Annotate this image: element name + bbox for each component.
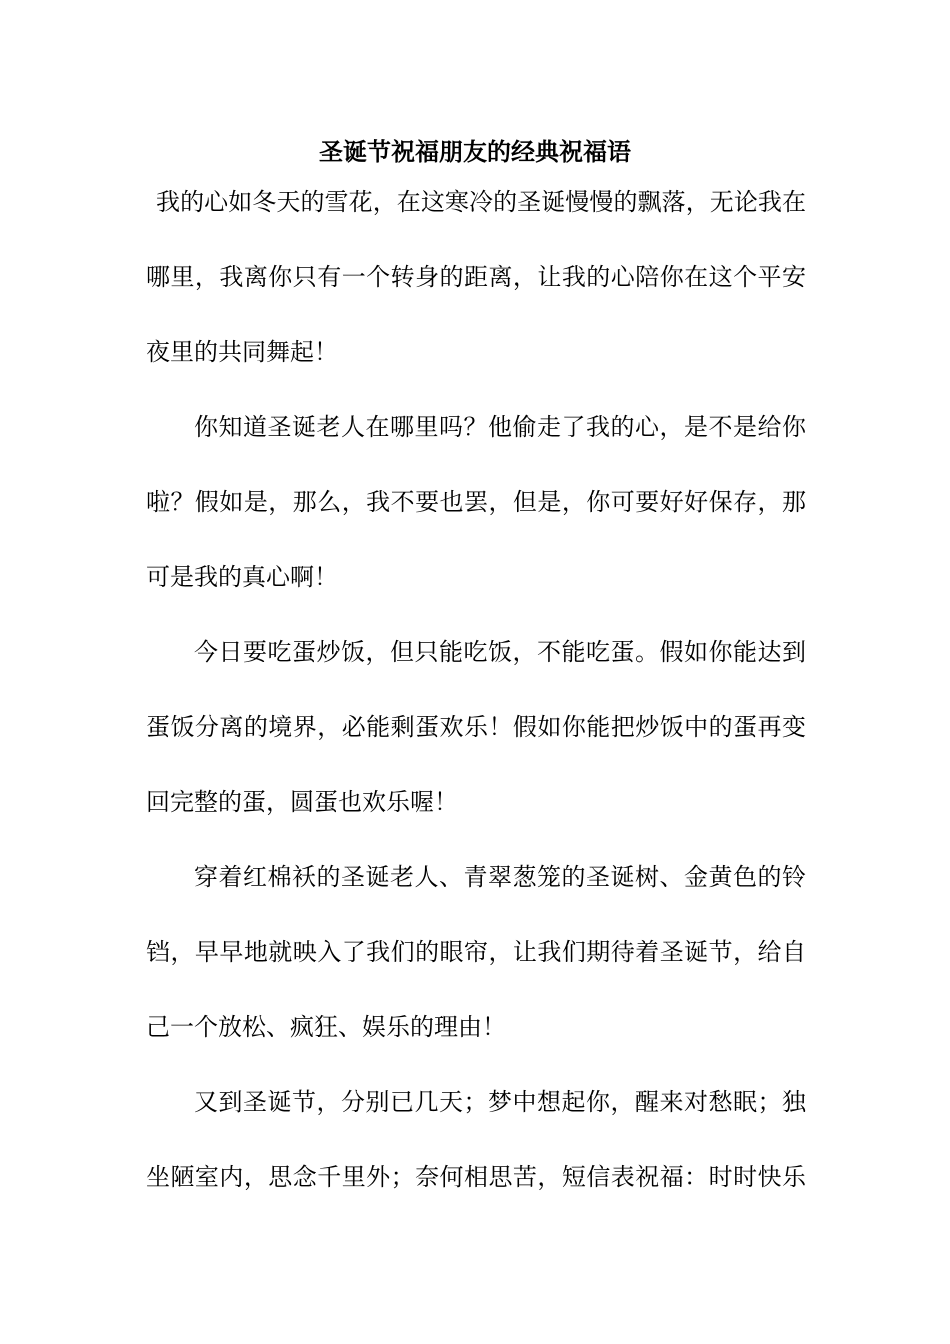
paragraph-1-line-3: 夜里的共同舞起！ bbox=[146, 338, 338, 366]
paragraph-1-line-2: 哪里，我离你只有一个转身的距离，让我的心陪你在这个平安 bbox=[146, 263, 806, 291]
paragraph-3-line-1: 今日要吃蛋炒饭，但只能吃饭，不能吃蛋。假如你能达到 bbox=[194, 638, 806, 666]
paragraph-4-line-1: 穿着红棉袄的圣诞老人、青翠葱笼的圣诞树、金黄色的铃 bbox=[194, 863, 806, 891]
paragraph-3-line-3: 回完整的蛋，圆蛋也欢乐喔！ bbox=[146, 788, 458, 816]
paragraph-4-line-2: 铛，早早地就映入了我们的眼帘，让我们期待着圣诞节，给自 bbox=[146, 938, 806, 966]
paragraph-4-line-3: 己一个放松、疯狂、娱乐的理由！ bbox=[146, 1013, 506, 1041]
paragraph-2-line-1: 你知道圣诞老人在哪里吗？他偷走了我的心，是不是给你 bbox=[194, 413, 806, 441]
paragraph-3-line-2: 蛋饭分离的境界，必能剩蛋欢乐！假如你能把炒饭中的蛋再变 bbox=[146, 713, 806, 741]
paragraph-2-line-3: 可是我的真心啊！ bbox=[146, 563, 338, 591]
paragraph-2-line-2: 啦？假如是，那么，我不要也罢，但是，你可要好好保存，那 bbox=[146, 488, 806, 516]
paragraph-5-line-2: 坐陋室内，思念千里外；奈何相思苦，短信表祝福：时时快乐 bbox=[146, 1163, 806, 1191]
paragraph-5-line-1: 又到圣诞节，分别已几天；梦中想起你，醒来对愁眠；独 bbox=[194, 1088, 806, 1116]
document-title: 圣诞节祝福朋友的经典祝福语 bbox=[319, 137, 631, 166]
paragraph-1-line-1: 我的心如冬天的雪花，在这寒冷的圣诞慢慢的飘落，无论我在 bbox=[156, 188, 806, 216]
